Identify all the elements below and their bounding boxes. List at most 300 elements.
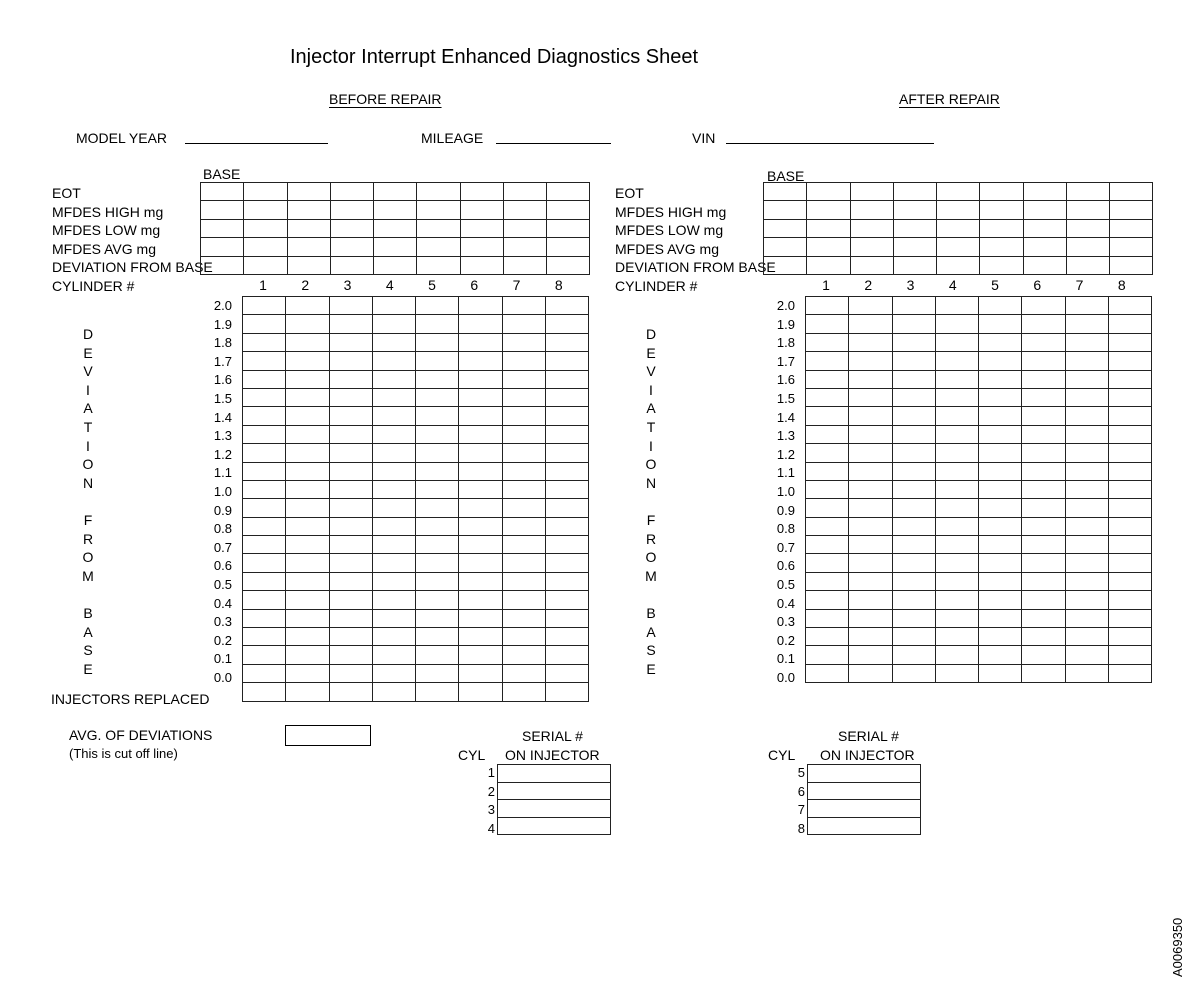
grid-cell[interactable] bbox=[286, 536, 329, 554]
grid-cell[interactable] bbox=[935, 517, 978, 535]
grid-cell[interactable] bbox=[545, 315, 588, 333]
grid-cell[interactable] bbox=[806, 333, 849, 351]
grid-cell[interactable] bbox=[1023, 183, 1066, 201]
grid-cell[interactable] bbox=[502, 425, 545, 443]
grid-cell[interactable] bbox=[893, 238, 936, 256]
grid-cell[interactable] bbox=[1108, 572, 1151, 590]
grid-cell[interactable] bbox=[243, 572, 286, 590]
grid-cell[interactable] bbox=[892, 370, 935, 388]
grid-cell[interactable] bbox=[329, 664, 372, 682]
grid-cell[interactable] bbox=[545, 407, 588, 425]
grid-cell[interactable] bbox=[1022, 591, 1065, 609]
grid-cell[interactable] bbox=[1108, 388, 1151, 406]
serial-input-cell[interactable] bbox=[498, 800, 611, 818]
grid-cell[interactable] bbox=[849, 444, 892, 462]
grid-cell[interactable] bbox=[935, 370, 978, 388]
grid-cell[interactable] bbox=[849, 297, 892, 315]
grid-cell[interactable] bbox=[892, 517, 935, 535]
grid-cell[interactable] bbox=[502, 536, 545, 554]
grid-cell[interactable] bbox=[286, 425, 329, 443]
grid-cell[interactable] bbox=[201, 219, 244, 237]
grid-cell[interactable] bbox=[892, 388, 935, 406]
grid-cell[interactable] bbox=[459, 407, 502, 425]
grid-cell[interactable] bbox=[417, 238, 460, 256]
grid-cell[interactable] bbox=[372, 683, 415, 701]
grid-cell[interactable] bbox=[372, 591, 415, 609]
grid-cell[interactable] bbox=[1108, 444, 1151, 462]
grid-cell[interactable] bbox=[1022, 499, 1065, 517]
grid-cell[interactable] bbox=[979, 462, 1022, 480]
grid-cell[interactable] bbox=[502, 683, 545, 701]
grid-cell[interactable] bbox=[545, 554, 588, 572]
grid-cell[interactable] bbox=[892, 499, 935, 517]
grid-cell[interactable] bbox=[1065, 315, 1108, 333]
serial-grid[interactable] bbox=[497, 764, 611, 835]
grid-cell[interactable] bbox=[545, 628, 588, 646]
grid-cell[interactable] bbox=[372, 315, 415, 333]
grid-cell[interactable] bbox=[806, 517, 849, 535]
grid-cell[interactable] bbox=[502, 480, 545, 498]
grid-cell[interactable] bbox=[849, 609, 892, 627]
grid-cell[interactable] bbox=[372, 297, 415, 315]
grid-cell[interactable] bbox=[286, 462, 329, 480]
grid-cell[interactable] bbox=[1108, 352, 1151, 370]
grid-cell[interactable] bbox=[849, 462, 892, 480]
grid-cell[interactable] bbox=[806, 572, 849, 590]
grid-cell[interactable] bbox=[892, 407, 935, 425]
grid-cell[interactable] bbox=[849, 352, 892, 370]
grid-cell[interactable] bbox=[545, 536, 588, 554]
grid-cell[interactable] bbox=[244, 201, 287, 219]
grid-cell[interactable] bbox=[330, 201, 373, 219]
grid-cell[interactable] bbox=[850, 238, 893, 256]
grid-cell[interactable] bbox=[329, 536, 372, 554]
grid-cell[interactable] bbox=[935, 646, 978, 664]
grid-cell[interactable] bbox=[979, 572, 1022, 590]
top-grid-right[interactable] bbox=[763, 182, 1143, 275]
grid-cell[interactable] bbox=[849, 499, 892, 517]
grid-table[interactable] bbox=[763, 182, 1153, 275]
grid-cell[interactable] bbox=[502, 628, 545, 646]
grid-cell[interactable] bbox=[243, 554, 286, 572]
grid-cell[interactable] bbox=[545, 388, 588, 406]
grid-cell[interactable] bbox=[286, 591, 329, 609]
grid-cell[interactable] bbox=[503, 201, 546, 219]
grid-cell[interactable] bbox=[286, 554, 329, 572]
grid-cell[interactable] bbox=[849, 517, 892, 535]
grid-cell[interactable] bbox=[547, 219, 590, 237]
grid-cell[interactable] bbox=[1108, 297, 1151, 315]
grid-cell[interactable] bbox=[806, 536, 849, 554]
grid-cell[interactable] bbox=[1065, 499, 1108, 517]
grid-cell[interactable] bbox=[892, 591, 935, 609]
grid-cell[interactable] bbox=[1023, 238, 1066, 256]
grid-cell[interactable] bbox=[286, 333, 329, 351]
grid-cell[interactable] bbox=[460, 201, 503, 219]
grid-cell[interactable] bbox=[892, 572, 935, 590]
grid-cell[interactable] bbox=[243, 646, 286, 664]
grid-cell[interactable] bbox=[372, 407, 415, 425]
grid-cell[interactable] bbox=[850, 201, 893, 219]
grid-cell[interactable] bbox=[1066, 201, 1109, 219]
grid-cell[interactable] bbox=[287, 238, 330, 256]
grid-cell[interactable] bbox=[1022, 333, 1065, 351]
grid-cell[interactable] bbox=[459, 572, 502, 590]
grid-cell[interactable] bbox=[892, 333, 935, 351]
grid-cell[interactable] bbox=[286, 407, 329, 425]
grid-cell[interactable] bbox=[980, 256, 1023, 274]
grid-cell[interactable] bbox=[979, 628, 1022, 646]
grid-cell[interactable] bbox=[807, 256, 850, 274]
grid-cell[interactable] bbox=[806, 554, 849, 572]
grid-cell[interactable] bbox=[1022, 462, 1065, 480]
grid-cell[interactable] bbox=[502, 333, 545, 351]
grid-cell[interactable] bbox=[459, 554, 502, 572]
grid-cell[interactable] bbox=[1066, 238, 1109, 256]
grid-cell[interactable] bbox=[849, 572, 892, 590]
serial-input-cell[interactable] bbox=[808, 817, 921, 835]
grid-cell[interactable] bbox=[243, 352, 286, 370]
grid-cell[interactable] bbox=[979, 554, 1022, 572]
grid-cell[interactable] bbox=[806, 315, 849, 333]
grid-cell[interactable] bbox=[1108, 425, 1151, 443]
grid-cell[interactable] bbox=[1022, 444, 1065, 462]
grid-cell[interactable] bbox=[1065, 664, 1108, 682]
grid-cell[interactable] bbox=[1065, 628, 1108, 646]
grid-cell[interactable] bbox=[893, 219, 936, 237]
grid-cell[interactable] bbox=[330, 219, 373, 237]
grid-cell[interactable] bbox=[460, 238, 503, 256]
grid-cell[interactable] bbox=[243, 517, 286, 535]
grid-cell[interactable] bbox=[374, 238, 417, 256]
grid-cell[interactable] bbox=[892, 425, 935, 443]
grid-cell[interactable] bbox=[459, 646, 502, 664]
grid-cell[interactable] bbox=[1108, 628, 1151, 646]
grid-cell[interactable] bbox=[417, 201, 460, 219]
grid-cell[interactable] bbox=[1023, 201, 1066, 219]
grid-cell[interactable] bbox=[416, 352, 459, 370]
grid-cell[interactable] bbox=[935, 591, 978, 609]
grid-cell[interactable] bbox=[329, 407, 372, 425]
grid-cell[interactable] bbox=[460, 183, 503, 201]
grid-cell[interactable] bbox=[1022, 388, 1065, 406]
grid-cell[interactable] bbox=[806, 462, 849, 480]
grid-cell[interactable] bbox=[372, 536, 415, 554]
deviation-grid-right[interactable] bbox=[805, 296, 1143, 686]
grid-cell[interactable] bbox=[1065, 609, 1108, 627]
grid-cell[interactable] bbox=[1065, 444, 1108, 462]
grid-cell[interactable] bbox=[244, 219, 287, 237]
grid-cell[interactable] bbox=[416, 407, 459, 425]
grid-cell[interactable] bbox=[503, 183, 546, 201]
grid-cell[interactable] bbox=[849, 388, 892, 406]
grid-cell[interactable] bbox=[503, 219, 546, 237]
grid-cell[interactable] bbox=[892, 609, 935, 627]
grid-cell[interactable] bbox=[937, 256, 980, 274]
grid-cell[interactable] bbox=[286, 444, 329, 462]
grid-cell[interactable] bbox=[329, 572, 372, 590]
grid-cell[interactable] bbox=[806, 352, 849, 370]
grid-cell[interactable] bbox=[1065, 352, 1108, 370]
grid-cell[interactable] bbox=[1065, 536, 1108, 554]
grid-cell[interactable] bbox=[806, 591, 849, 609]
grid-cell[interactable] bbox=[937, 238, 980, 256]
grid-cell[interactable] bbox=[892, 664, 935, 682]
grid-cell[interactable] bbox=[286, 315, 329, 333]
grid-cell[interactable] bbox=[286, 297, 329, 315]
grid-cell[interactable] bbox=[416, 370, 459, 388]
grid-cell[interactable] bbox=[979, 315, 1022, 333]
grid-cell[interactable] bbox=[502, 370, 545, 388]
grid-cell[interactable] bbox=[979, 646, 1022, 664]
grid-cell[interactable] bbox=[374, 256, 417, 274]
grid-table[interactable] bbox=[200, 182, 590, 275]
grid-cell[interactable] bbox=[545, 425, 588, 443]
grid-cell[interactable] bbox=[1065, 517, 1108, 535]
grid-cell[interactable] bbox=[416, 664, 459, 682]
grid-cell[interactable] bbox=[1022, 609, 1065, 627]
grid-cell[interactable] bbox=[545, 352, 588, 370]
grid-cell[interactable] bbox=[1066, 256, 1109, 274]
grid-cell[interactable] bbox=[416, 554, 459, 572]
grid-cell[interactable] bbox=[545, 370, 588, 388]
grid-cell[interactable] bbox=[892, 628, 935, 646]
grid-cell[interactable] bbox=[329, 554, 372, 572]
grid-cell[interactable] bbox=[937, 219, 980, 237]
grid-cell[interactable] bbox=[502, 352, 545, 370]
grid-cell[interactable] bbox=[417, 219, 460, 237]
grid-cell[interactable] bbox=[806, 370, 849, 388]
grid-cell[interactable] bbox=[372, 388, 415, 406]
grid-cell[interactable] bbox=[1065, 462, 1108, 480]
grid-cell[interactable] bbox=[416, 444, 459, 462]
grid-cell[interactable] bbox=[286, 517, 329, 535]
grid-cell[interactable] bbox=[1065, 407, 1108, 425]
grid-cell[interactable] bbox=[286, 609, 329, 627]
grid-cell[interactable] bbox=[1022, 664, 1065, 682]
grid-cell[interactable] bbox=[1110, 183, 1153, 201]
grid-cell[interactable] bbox=[372, 572, 415, 590]
grid-cell[interactable] bbox=[329, 628, 372, 646]
grid-cell[interactable] bbox=[979, 444, 1022, 462]
grid-cell[interactable] bbox=[372, 517, 415, 535]
grid-cell[interactable] bbox=[764, 238, 807, 256]
grid-cell[interactable] bbox=[806, 388, 849, 406]
grid-cell[interactable] bbox=[547, 201, 590, 219]
grid-cell[interactable] bbox=[286, 664, 329, 682]
grid-cell[interactable] bbox=[807, 201, 850, 219]
grid-cell[interactable] bbox=[545, 646, 588, 664]
grid-cell[interactable] bbox=[243, 591, 286, 609]
grid-cell[interactable] bbox=[459, 480, 502, 498]
top-grid-left[interactable] bbox=[200, 182, 580, 275]
grid-cell[interactable] bbox=[416, 591, 459, 609]
grid-cell[interactable] bbox=[329, 683, 372, 701]
grid-cell[interactable] bbox=[547, 256, 590, 274]
grid-cell[interactable] bbox=[892, 480, 935, 498]
grid-cell[interactable] bbox=[502, 444, 545, 462]
grid-cell[interactable] bbox=[806, 297, 849, 315]
grid-cell[interactable] bbox=[935, 536, 978, 554]
grid-cell[interactable] bbox=[892, 444, 935, 462]
grid-cell[interactable] bbox=[459, 315, 502, 333]
grid-cell[interactable] bbox=[935, 572, 978, 590]
grid-cell[interactable] bbox=[1065, 333, 1108, 351]
grid-cell[interactable] bbox=[937, 183, 980, 201]
grid-cell[interactable] bbox=[330, 238, 373, 256]
grid-cell[interactable] bbox=[764, 183, 807, 201]
grid-cell[interactable] bbox=[372, 352, 415, 370]
grid-cell[interactable] bbox=[979, 517, 1022, 535]
grid-cell[interactable] bbox=[849, 536, 892, 554]
grid-cell[interactable] bbox=[892, 462, 935, 480]
grid-cell[interactable] bbox=[892, 315, 935, 333]
grid-cell[interactable] bbox=[935, 444, 978, 462]
grid-cell[interactable] bbox=[286, 499, 329, 517]
grid-cell[interactable] bbox=[243, 407, 286, 425]
grid-cell[interactable] bbox=[287, 183, 330, 201]
grid-cell[interactable] bbox=[1023, 219, 1066, 237]
grid-cell[interactable] bbox=[329, 462, 372, 480]
grid-cell[interactable] bbox=[849, 425, 892, 443]
serial-input-cell[interactable] bbox=[808, 782, 921, 800]
grid-cell[interactable] bbox=[286, 683, 329, 701]
grid-cell[interactable] bbox=[1108, 370, 1151, 388]
grid-cell[interactable] bbox=[935, 352, 978, 370]
grid-cell[interactable] bbox=[547, 238, 590, 256]
grid-cell[interactable] bbox=[935, 315, 978, 333]
grid-cell[interactable] bbox=[1110, 238, 1153, 256]
grid-cell[interactable] bbox=[806, 499, 849, 517]
grid-cell[interactable] bbox=[329, 517, 372, 535]
grid-cell[interactable] bbox=[979, 536, 1022, 554]
grid-cell[interactable] bbox=[979, 664, 1022, 682]
grid-cell[interactable] bbox=[1108, 462, 1151, 480]
grid-cell[interactable] bbox=[459, 664, 502, 682]
grid-cell[interactable] bbox=[935, 333, 978, 351]
grid-cell[interactable] bbox=[459, 683, 502, 701]
grid-cell[interactable] bbox=[329, 591, 372, 609]
grid-cell[interactable] bbox=[502, 646, 545, 664]
grid-cell[interactable] bbox=[979, 370, 1022, 388]
grid-cell[interactable] bbox=[807, 183, 850, 201]
grid-cell[interactable] bbox=[1108, 554, 1151, 572]
grid-cell[interactable] bbox=[806, 444, 849, 462]
grid-cell[interactable] bbox=[935, 480, 978, 498]
grid-table[interactable] bbox=[242, 296, 589, 702]
serial-grid[interactable] bbox=[807, 764, 921, 835]
grid-cell[interactable] bbox=[1022, 628, 1065, 646]
grid-cell[interactable] bbox=[1108, 407, 1151, 425]
grid-cell[interactable] bbox=[807, 238, 850, 256]
grid-cell[interactable] bbox=[545, 462, 588, 480]
avg-deviations-input[interactable] bbox=[285, 725, 371, 746]
grid-cell[interactable] bbox=[545, 333, 588, 351]
grid-cell[interactable] bbox=[893, 183, 936, 201]
grid-cell[interactable] bbox=[459, 388, 502, 406]
grid-cell[interactable] bbox=[547, 183, 590, 201]
grid-table[interactable] bbox=[805, 296, 1152, 683]
grid-cell[interactable] bbox=[1022, 480, 1065, 498]
grid-cell[interactable] bbox=[1022, 352, 1065, 370]
grid-cell[interactable] bbox=[764, 201, 807, 219]
grid-cell[interactable] bbox=[372, 646, 415, 664]
grid-cell[interactable] bbox=[849, 333, 892, 351]
grid-cell[interactable] bbox=[287, 256, 330, 274]
grid-cell[interactable] bbox=[937, 201, 980, 219]
grid-cell[interactable] bbox=[1108, 517, 1151, 535]
grid-cell[interactable] bbox=[1108, 646, 1151, 664]
grid-cell[interactable] bbox=[1065, 480, 1108, 498]
grid-cell[interactable] bbox=[502, 609, 545, 627]
grid-cell[interactable] bbox=[1022, 297, 1065, 315]
grid-cell[interactable] bbox=[935, 554, 978, 572]
grid-cell[interactable] bbox=[372, 664, 415, 682]
grid-cell[interactable] bbox=[201, 201, 244, 219]
grid-cell[interactable] bbox=[980, 219, 1023, 237]
grid-cell[interactable] bbox=[243, 536, 286, 554]
grid-cell[interactable] bbox=[372, 628, 415, 646]
grid-cell[interactable] bbox=[372, 462, 415, 480]
grid-cell[interactable] bbox=[329, 333, 372, 351]
grid-cell[interactable] bbox=[460, 219, 503, 237]
grid-cell[interactable] bbox=[201, 238, 244, 256]
grid-cell[interactable] bbox=[979, 297, 1022, 315]
grid-cell[interactable] bbox=[417, 183, 460, 201]
grid-cell[interactable] bbox=[243, 370, 286, 388]
grid-cell[interactable] bbox=[935, 664, 978, 682]
grid-cell[interactable] bbox=[806, 646, 849, 664]
grid-cell[interactable] bbox=[1022, 517, 1065, 535]
grid-cell[interactable] bbox=[459, 499, 502, 517]
grid-cell[interactable] bbox=[892, 536, 935, 554]
grid-cell[interactable] bbox=[286, 628, 329, 646]
grid-cell[interactable] bbox=[416, 425, 459, 443]
grid-cell[interactable] bbox=[935, 462, 978, 480]
grid-cell[interactable] bbox=[979, 609, 1022, 627]
grid-cell[interactable] bbox=[849, 370, 892, 388]
grid-cell[interactable] bbox=[243, 683, 286, 701]
grid-cell[interactable] bbox=[935, 297, 978, 315]
grid-cell[interactable] bbox=[979, 388, 1022, 406]
grid-cell[interactable] bbox=[329, 499, 372, 517]
grid-cell[interactable] bbox=[243, 499, 286, 517]
grid-cell[interactable] bbox=[416, 315, 459, 333]
grid-cell[interactable] bbox=[979, 499, 1022, 517]
grid-cell[interactable] bbox=[1022, 370, 1065, 388]
grid-cell[interactable] bbox=[201, 183, 244, 201]
grid-cell[interactable] bbox=[243, 315, 286, 333]
grid-cell[interactable] bbox=[545, 683, 588, 701]
grid-cell[interactable] bbox=[806, 609, 849, 627]
serial-input-cell[interactable] bbox=[808, 765, 921, 783]
grid-cell[interactable] bbox=[287, 219, 330, 237]
grid-cell[interactable] bbox=[1110, 219, 1153, 237]
grid-cell[interactable] bbox=[286, 352, 329, 370]
mileage-field[interactable] bbox=[496, 143, 611, 144]
grid-cell[interactable] bbox=[935, 388, 978, 406]
grid-cell[interactable] bbox=[1022, 407, 1065, 425]
grid-cell[interactable] bbox=[1065, 591, 1108, 609]
grid-cell[interactable] bbox=[329, 315, 372, 333]
grid-cell[interactable] bbox=[1108, 333, 1151, 351]
serial-input-cell[interactable] bbox=[498, 782, 611, 800]
grid-cell[interactable] bbox=[764, 219, 807, 237]
grid-cell[interactable] bbox=[201, 256, 244, 274]
grid-cell[interactable] bbox=[459, 462, 502, 480]
grid-cell[interactable] bbox=[935, 609, 978, 627]
grid-cell[interactable] bbox=[1108, 499, 1151, 517]
